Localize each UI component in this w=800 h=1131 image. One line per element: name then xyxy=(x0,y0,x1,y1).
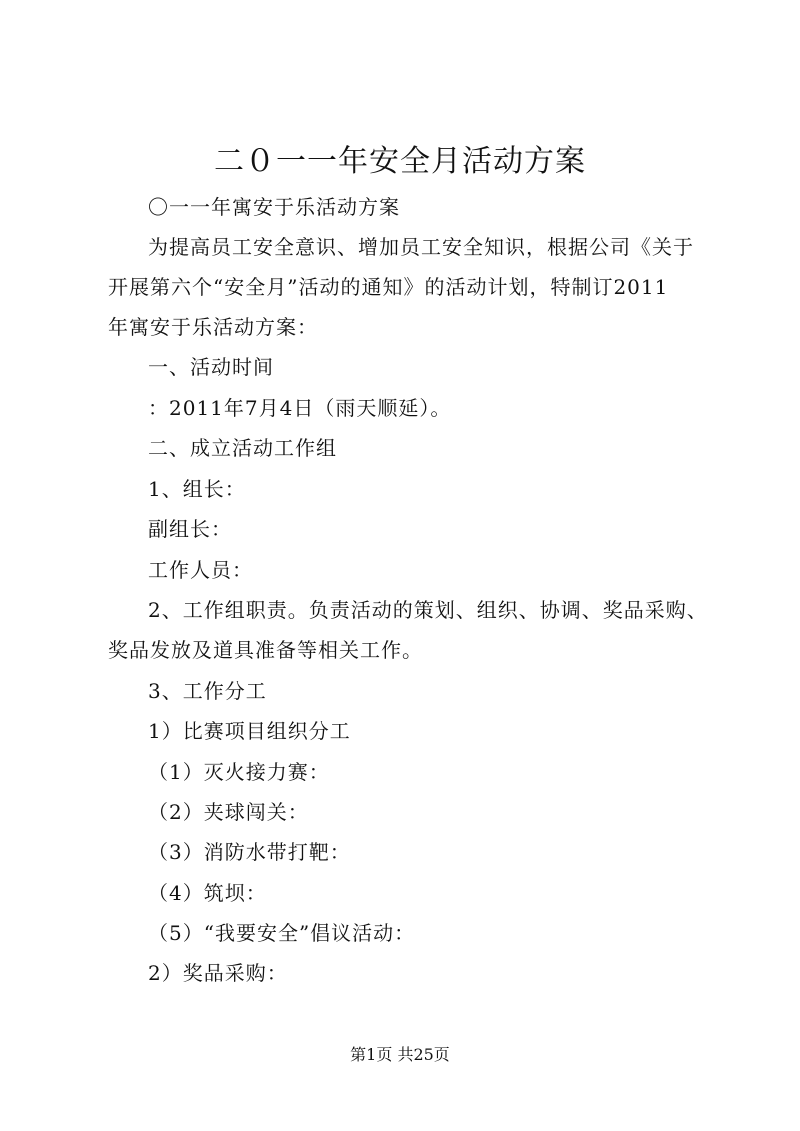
list-item: （1）灭火接力赛： xyxy=(148,760,330,784)
paragraph-line: 副组长： xyxy=(148,517,232,541)
document-title: 二０一一年安全月活动方案 xyxy=(214,144,586,179)
paragraph-line: 1）比赛项目组织分工 xyxy=(148,719,351,743)
paragraph-line: 年寓安于乐活动方案： xyxy=(108,315,318,339)
paragraph-line: 2、工作组职责。负责活动的策划、组织、协调、奖品采购、 xyxy=(148,598,708,622)
list-item: （4）筑坝： xyxy=(148,881,267,905)
paragraph-line: 开展第六个“安全月”活动的通知》的活动计划，特制订2011 xyxy=(108,275,669,299)
paragraph-line: 奖品发放及道具准备等相关工作。 xyxy=(108,638,423,662)
paragraph-line: 为提高员工安全意识、增加员工安全知识，根据公司《关于 xyxy=(148,235,694,259)
list-item: （2）夹球闯关： xyxy=(148,800,309,824)
section-heading: 3、工作分工 xyxy=(148,679,267,703)
paragraph-line: 〇一一年寓安于乐活动方案 xyxy=(148,195,400,219)
paragraph-line: 工作人员： xyxy=(148,558,253,582)
paragraph-line: 2）奖品采购： xyxy=(148,961,288,985)
section-heading: 二、成立活动工作组 xyxy=(148,436,337,460)
page-footer: 第1页 共25页 xyxy=(350,1045,450,1064)
section-heading: 一、活动时间 xyxy=(148,355,274,379)
paragraph-line: 1、组长： xyxy=(148,477,246,501)
list-item: （5）“我要安全”倡议活动： xyxy=(148,921,416,945)
paragraph-line: ：2011年7月4日（雨天顺延）。 xyxy=(148,396,452,420)
list-item: （3）消防水带打靶： xyxy=(148,840,351,864)
